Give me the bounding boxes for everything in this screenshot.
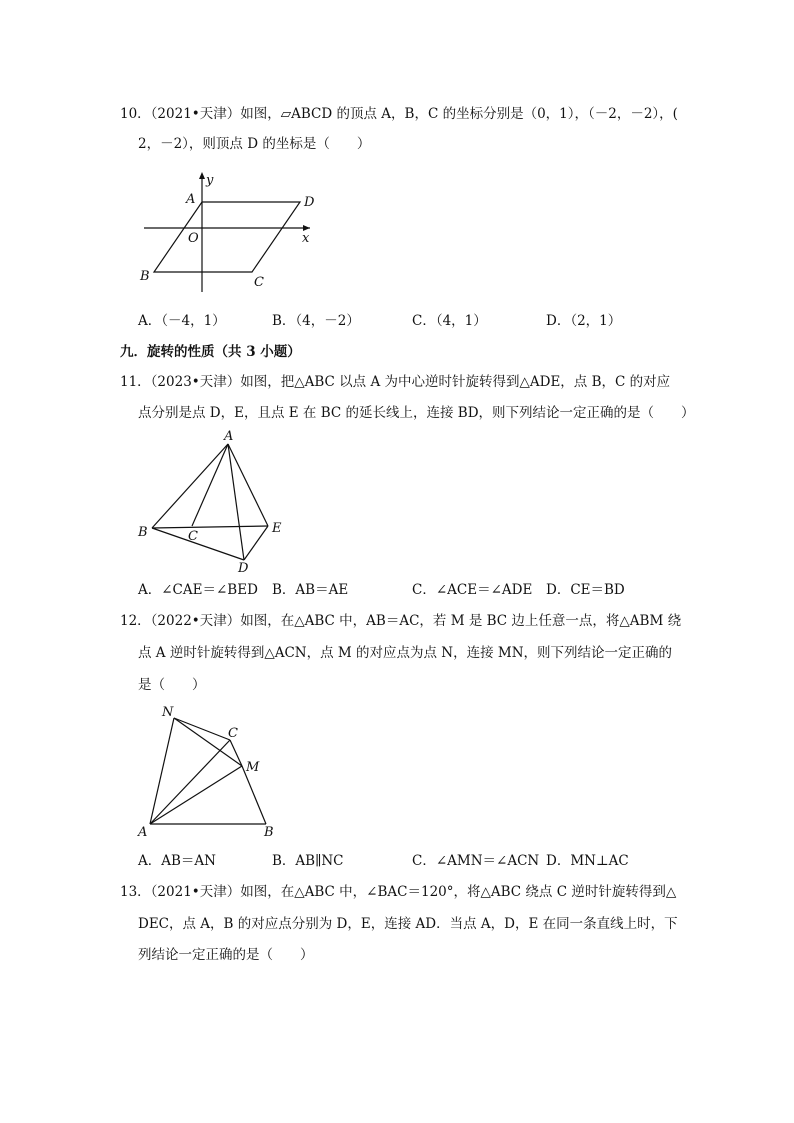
q10-stem-line2: 2，－2），则顶点 D 的坐标是（ ） [138,136,371,152]
q10-option-a: A．（－4，1） [138,313,226,329]
q13-stem-line2: DEC，点 A，B 的对应点分别为 D，E，连接 AD．当点 A，D，E 在同一条直线上时，下 [138,916,678,932]
q13-stem-line3: 列结论一定正确的是（ ） [138,947,314,963]
q12-option-b: B．AB∥NC [272,853,344,869]
q10-option-c: C．（4，1） [412,313,487,329]
q12-label-A: A [138,825,148,840]
q10-option-b: B．（4，－2） [272,313,360,329]
q10-parallelogram-figure [130,168,330,298]
q10-option-d: D．（2，1） [546,313,622,329]
q12-label-C: C [228,726,238,741]
q11-option-c: C．∠ACE＝∠ADE [412,582,533,598]
q12-option-a: A．AB＝AN [138,853,216,869]
q11-label-A: A [224,429,234,444]
q12-option-c: C．∠AMN＝∠ACN [412,853,540,869]
q11-option-a: A．∠CAE＝∠BED [138,582,258,598]
q12-rotation-figure [134,700,294,845]
q12-stem-line2: 点 A 逆时针旋转得到△ACN，点 M 的对应点为点 N，连接 MN，则下列结论一定正确的 [138,645,673,661]
q11-option-d: D．CE＝BD [546,582,625,598]
q12-label-N: N [162,705,174,720]
section-heading: 九．旋转的性质（共 3 小题） [120,344,301,360]
q11-stem-line1: 11．（2023•天津）如图，把△ABC 以点 A 为中心逆时针旋转得到△ADE，点 B，C 的对应 [120,374,671,390]
q10-label-C: C [254,275,264,290]
q11-rotation-figure [134,426,294,576]
q12-label-M: M [246,760,260,775]
q12-label-B: B [264,825,274,840]
q10-label-O: O [188,231,199,246]
q12-option-d: D．MN⊥AC [546,853,629,869]
q12-stem-line1: 12．（2022•天津）如图，在△ABC 中，AB＝AC，若 M 是 BC 边上任意一点，将△ABM 绕 [120,613,682,629]
q10-label-B: B [140,269,150,284]
q10-stem-line1: 10．（2021•天津）如图，▱ABCD 的顶点 A，B，C 的坐标分别是（0，1），（－2，－2），( [120,106,678,122]
q11-label-C: C [188,529,198,544]
q13-stem-line1: 13．（2021•天津）如图，在△ABC 中，∠BAC＝120°，将△ABC 绕点 C 逆时针旋转得到△ [120,884,677,900]
q11-option-b: B．AB＝AE [272,582,349,598]
q11-label-B: B [138,525,148,540]
q11-label-D: D [238,561,249,576]
q11-stem-line2: 点分别是点 D，E，且点 E 在 BC 的延长线上，连接 BD，则下列结论一定正确的是（ ） [138,405,695,421]
q10-label-A: A [186,192,196,207]
q10-label-y: y [206,173,214,188]
q11-label-E: E [272,521,282,536]
q10-label-x: x [302,231,310,246]
q12-stem-line3: 是（ ） [138,677,206,693]
q10-label-D: D [304,195,315,210]
